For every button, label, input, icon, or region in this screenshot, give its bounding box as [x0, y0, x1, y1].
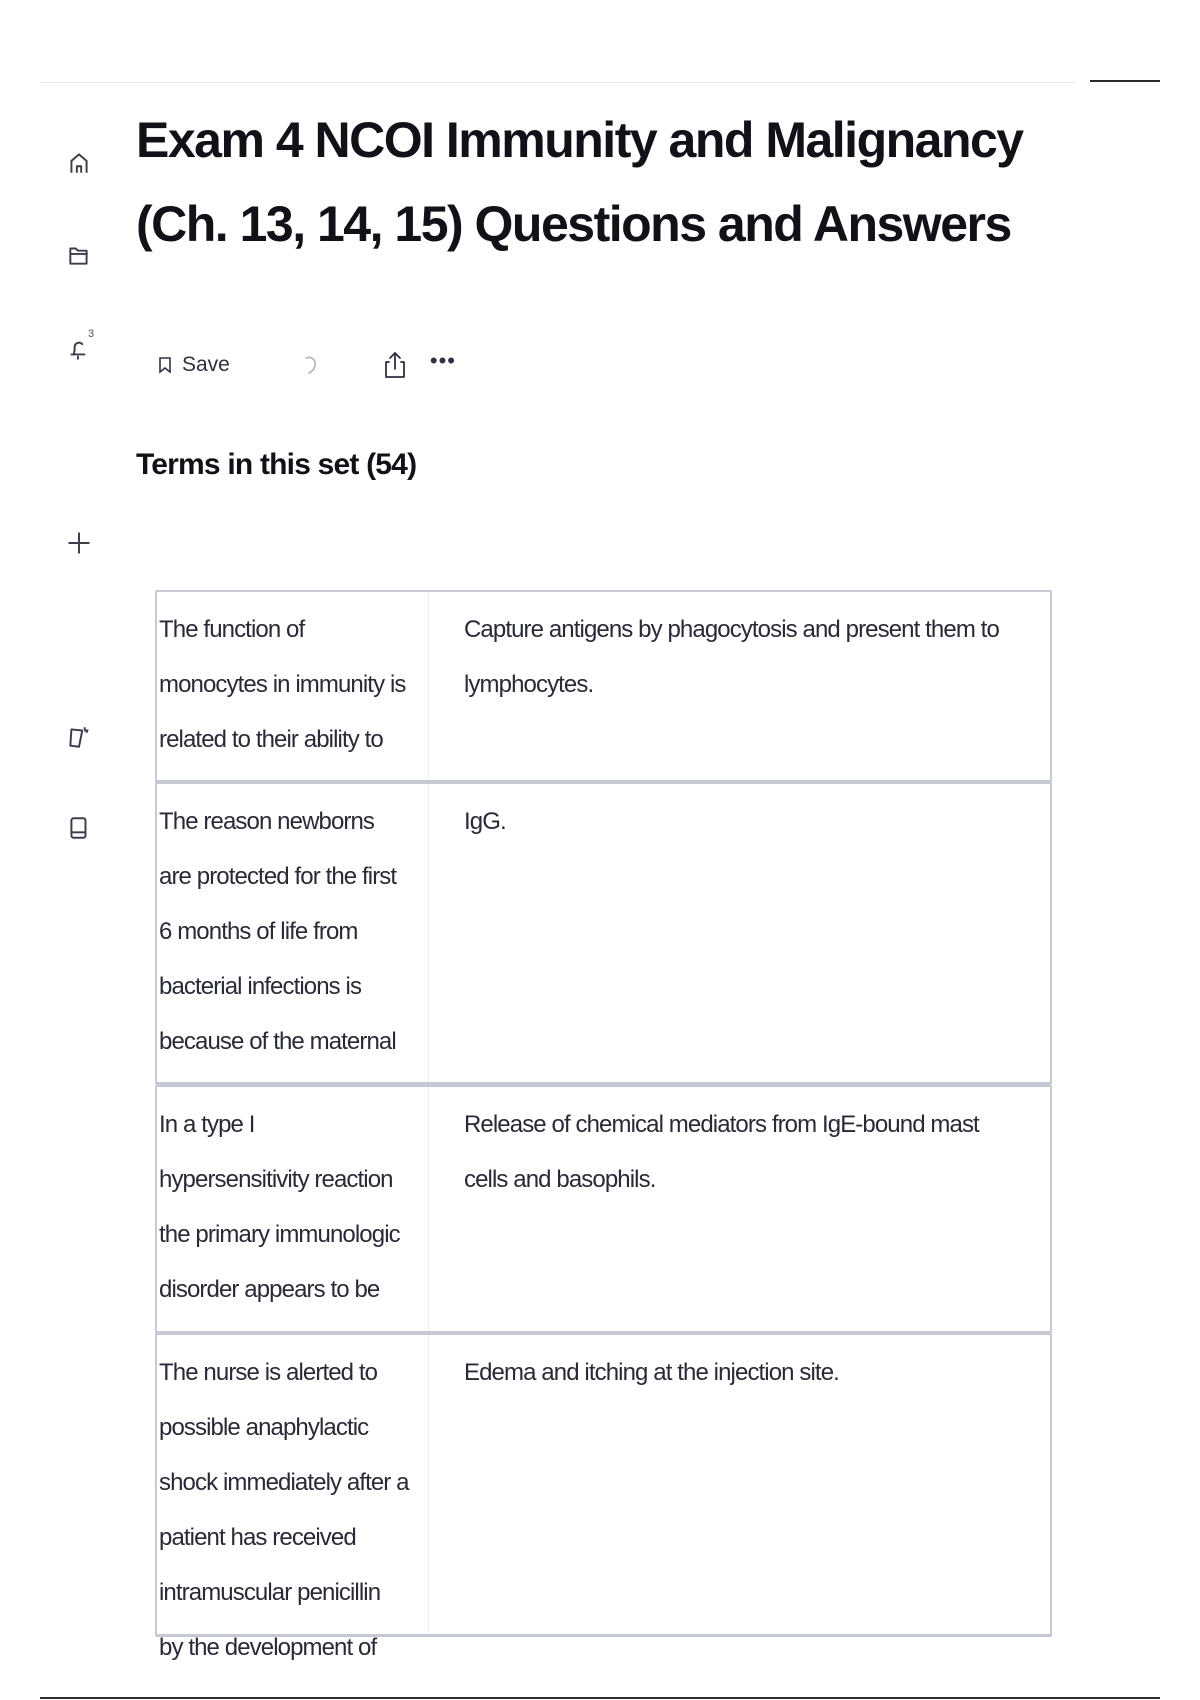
undo-icon[interactable] [302, 352, 320, 378]
page-title: Exam 4 NCOI Immunity and Malignancy (Ch. 13, 14, 15) Questions and Answers [136, 112, 1023, 252]
save-button[interactable] [158, 353, 230, 377]
terms-heading: Terms in this set (54) [136, 448, 417, 481]
home-icon[interactable] [64, 148, 94, 178]
more-options-icon[interactable]: ••• [429, 348, 456, 373]
action-bar [158, 345, 456, 385]
top-edge-rule [1090, 80, 1160, 82]
term-text: In a type I hypersensitivity reaction the primary immunologic disorder appears to be [157, 1087, 429, 1331]
term-card[interactable] [155, 590, 1052, 783]
book-icon[interactable] [64, 813, 94, 843]
share-icon[interactable] [382, 350, 408, 380]
definition-text: Release of chemical mediators from IgE-bound mast cells and basophils. [464, 1111, 979, 1193]
notification-icon[interactable] [64, 328, 95, 364]
term-text: The function of monocytes in immunity is related to their ability to [157, 592, 429, 780]
notification-count: 3 [88, 328, 95, 340]
folder-icon[interactable] [64, 240, 94, 270]
definition-text: Edema and itching at the injection site. [464, 1359, 839, 1386]
bookmark-icon [158, 356, 172, 374]
term-text: The nurse is alerted to possible anaphylactic shock immediately after a patient has received intramuscular penicillin by the development of [157, 1335, 429, 1634]
save-label: Save [182, 353, 230, 376]
term-card[interactable] [155, 782, 1052, 1085]
term-card[interactable] [155, 1085, 1052, 1334]
term-text: The reason newborns are protected for the first 6 months of life from bacterial infections is because of the maternal [157, 784, 429, 1082]
flashcards-icon[interactable] [64, 722, 94, 752]
top-divider [40, 82, 1075, 83]
term-card[interactable] [155, 1333, 1052, 1661]
add-icon[interactable] [64, 528, 94, 558]
definition-text: Capture antigens by phagocytosis and present them to lymphocytes. [464, 616, 999, 698]
definition-text: IgG. [464, 808, 506, 835]
bottom-divider [40, 1697, 1160, 1699]
